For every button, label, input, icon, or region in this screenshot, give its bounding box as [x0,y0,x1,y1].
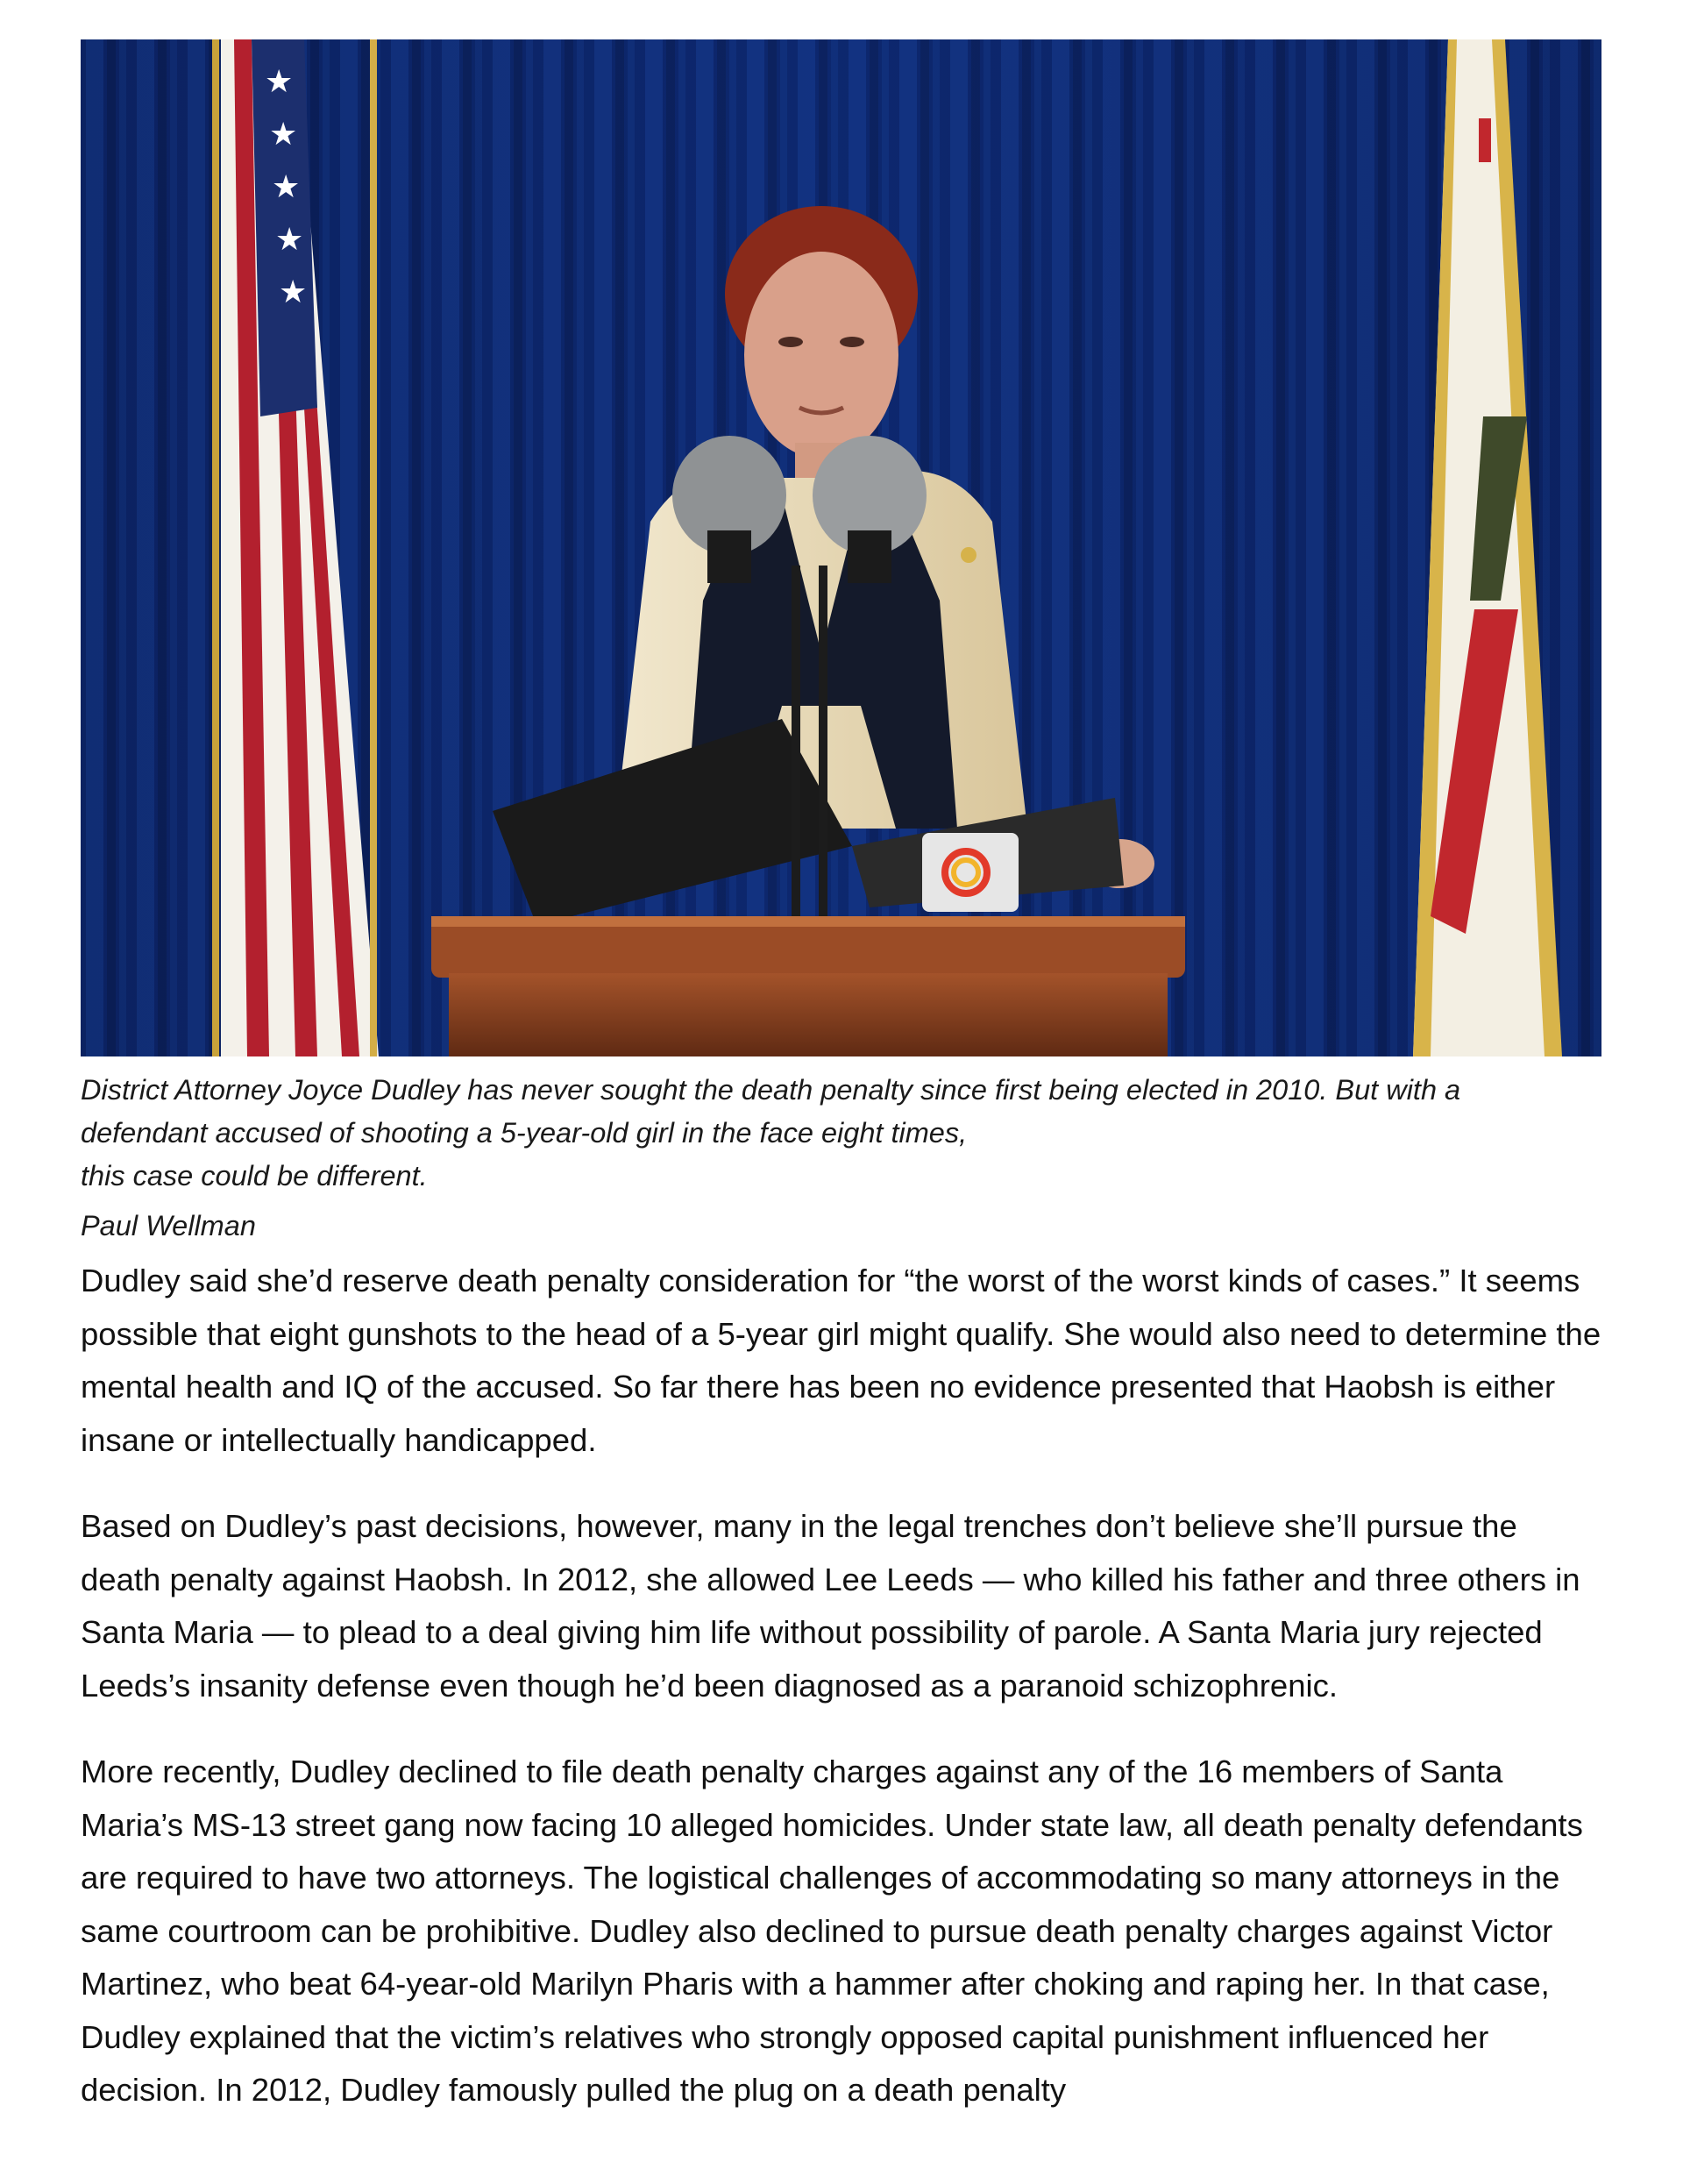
svg-text:★: ★ [279,274,308,310]
article-body [81,1255,1601,2117]
article-photo [81,39,1601,1056]
paragraph: Dudley said she’d reserve death penalty consideration for “the worst of the worst kinds of cases.” It seems possible that eight gunshots to the head of a 5-year girl might qualify. She would also need to determine the mental health and IQ of the accused. So far there has been no evidence presented that Haobsh is either insane or intellectually handicapped. [81,1263,1601,1458]
paragraph: More recently, Dudley declined to file death penalty charges against any of the 16 members of Santa Maria’s MS-13 street gang now facing 10 alleged homicides. Under state law, all death penalty defendants are required to have two attorneys. The logistical challenges of accommodating so many attorneys in the same courtroom can be prohibitive. Dudley also declined to pursue death penalty charges against Victor Martinez, who beat 64-year-old Marilyn Pharis with a hammer after choking and raping her. In that case, Dudley explained that the victim’s relatives who strongly opposed capital punishment influenced her decision. In 2012, Dudley famously pulled the plug on a death penalty [81,1754,1583,2108]
photo-caption: District Attorney Joyce Dudley has never sought the death penalty since first being elected in 2010. But with a defendant accused of shooting a 5-year-old girl in the face eight times, this case could be different. [81,1074,1461,1192]
svg-text:★: ★ [269,117,298,153]
article [81,39,1601,2117]
photo-credit: Paul Wellman [81,1210,256,1241]
svg-text:★: ★ [275,222,304,258]
svg-text:★: ★ [272,169,301,205]
podium [431,916,1185,1056]
svg-text:★: ★ [265,64,294,100]
paragraph: Based on Dudley’s past decisions, however, many in the legal trenches don’t believe she’ll pursue the death penalty against Haobsh. In 2012, she allowed Lee Leeds — who killed his father and three others in Santa Maria — to plead to a deal giving him life without possibility of parole. A Santa Maria jury rejected Leeds’s insanity defense even though he’d been diagnosed as a paranoid schizophrenic. [81,1508,1580,1704]
